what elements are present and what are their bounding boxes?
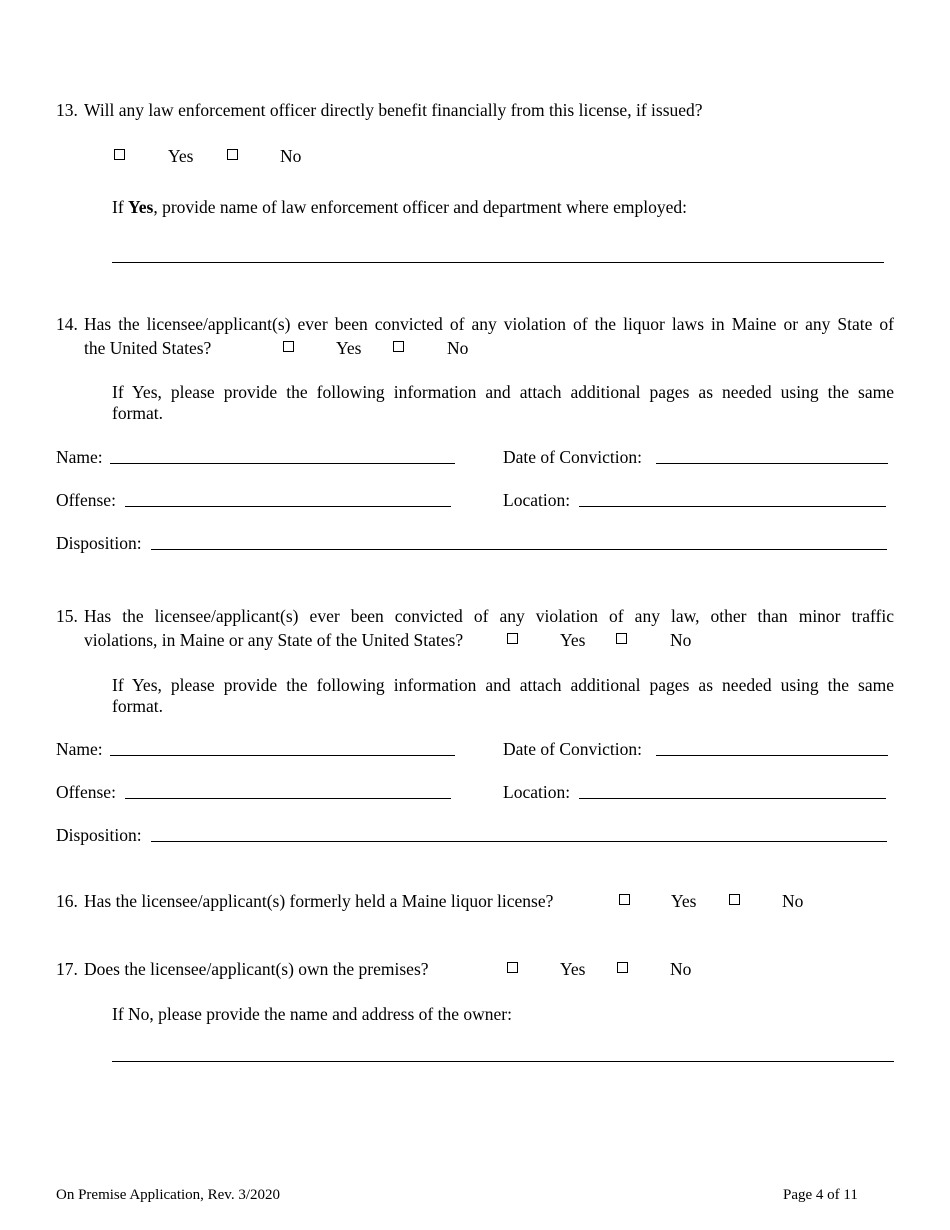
no-checkbox[interactable] [617, 962, 628, 973]
yes-label: Yes [336, 338, 362, 358]
offense-label: Offense: [56, 782, 116, 802]
question-number: 16. [56, 891, 78, 911]
yes-checkbox[interactable] [507, 633, 518, 644]
location-field[interactable] [579, 506, 886, 507]
offense-label: Offense: [56, 490, 116, 510]
question-text: Will any law enforcement officer directly benefit financially from this license, if issued? [84, 100, 703, 120]
instruction-text-cont: format. [112, 696, 164, 716]
question-text-cont: violations, in Maine or any State of the United States? [84, 630, 464, 650]
question-text: Does the licensee/applicant(s) own the premises? [84, 959, 429, 979]
disposition-label: Disposition: [56, 533, 142, 553]
no-label: No [670, 959, 692, 979]
offense-field[interactable] [125, 506, 451, 507]
question-number: 15. [56, 606, 78, 626]
disposition-label: Disposition: [56, 825, 142, 845]
instruction-text: If Yes, please provide the following information and attach additional pages as needed using the same [112, 382, 894, 402]
location-label: Location: [503, 782, 571, 802]
disposition-field[interactable] [151, 549, 887, 550]
yes-label: Yes [560, 959, 586, 979]
instruction-text-cont: format. [112, 403, 164, 423]
no-checkbox[interactable] [729, 894, 740, 905]
owner-name-address-field[interactable] [112, 1061, 894, 1062]
question-text: Has the licensee/applicant(s) ever been convicted of any violation of the liquor laws in Maine or any State of [84, 314, 894, 334]
name-field[interactable] [110, 755, 455, 756]
question-number: 13. [56, 100, 78, 120]
if-no-instruction: If No, please provide the name and address of the owner: [112, 1004, 512, 1024]
no-checkbox[interactable] [227, 149, 238, 160]
date-of-conviction-label: Date of Conviction: [503, 739, 643, 759]
name-label: Name: [56, 739, 103, 759]
location-label: Location: [503, 490, 571, 510]
no-label: No [782, 891, 804, 911]
no-label: No [447, 338, 469, 358]
no-label: No [280, 146, 302, 166]
if-yes-instruction: If Yes, provide name of law enforcement officer and department where employed: [112, 197, 688, 217]
date-of-conviction-field[interactable] [656, 755, 888, 756]
footer-page-number: Page 4 of 11 [783, 1187, 858, 1203]
question-number: 14. [56, 314, 78, 334]
yes-checkbox[interactable] [283, 341, 294, 352]
no-checkbox[interactable] [393, 341, 404, 352]
yes-checkbox[interactable] [619, 894, 630, 905]
question-text: Has the licensee/applicant(s) ever been convicted of any violation of any law, other than minor traffic [84, 606, 894, 626]
footer-form-revision: On Premise Application, Rev. 3/2020 [56, 1187, 281, 1203]
question-number: 17. [56, 959, 78, 979]
officer-department-field[interactable] [112, 262, 884, 263]
offense-field[interactable] [125, 798, 451, 799]
question-text: Has the licensee/applicant(s) formerly held a Maine liquor license? [84, 891, 554, 911]
location-field[interactable] [579, 798, 886, 799]
yes-label: Yes [560, 630, 586, 650]
instruction-text: If Yes, please provide the following information and attach additional pages as needed using the same [112, 675, 894, 695]
date-of-conviction-label: Date of Conviction: [503, 447, 643, 467]
date-of-conviction-field[interactable] [656, 463, 888, 464]
name-label: Name: [56, 447, 103, 467]
yes-checkbox[interactable] [114, 149, 125, 160]
yes-checkbox[interactable] [507, 962, 518, 973]
name-field[interactable] [110, 463, 455, 464]
question-text-cont: the United States? [84, 338, 212, 358]
yes-label: Yes [671, 891, 697, 911]
no-checkbox[interactable] [616, 633, 627, 644]
no-label: No [670, 630, 692, 650]
disposition-field[interactable] [151, 841, 887, 842]
yes-label: Yes [168, 146, 194, 166]
